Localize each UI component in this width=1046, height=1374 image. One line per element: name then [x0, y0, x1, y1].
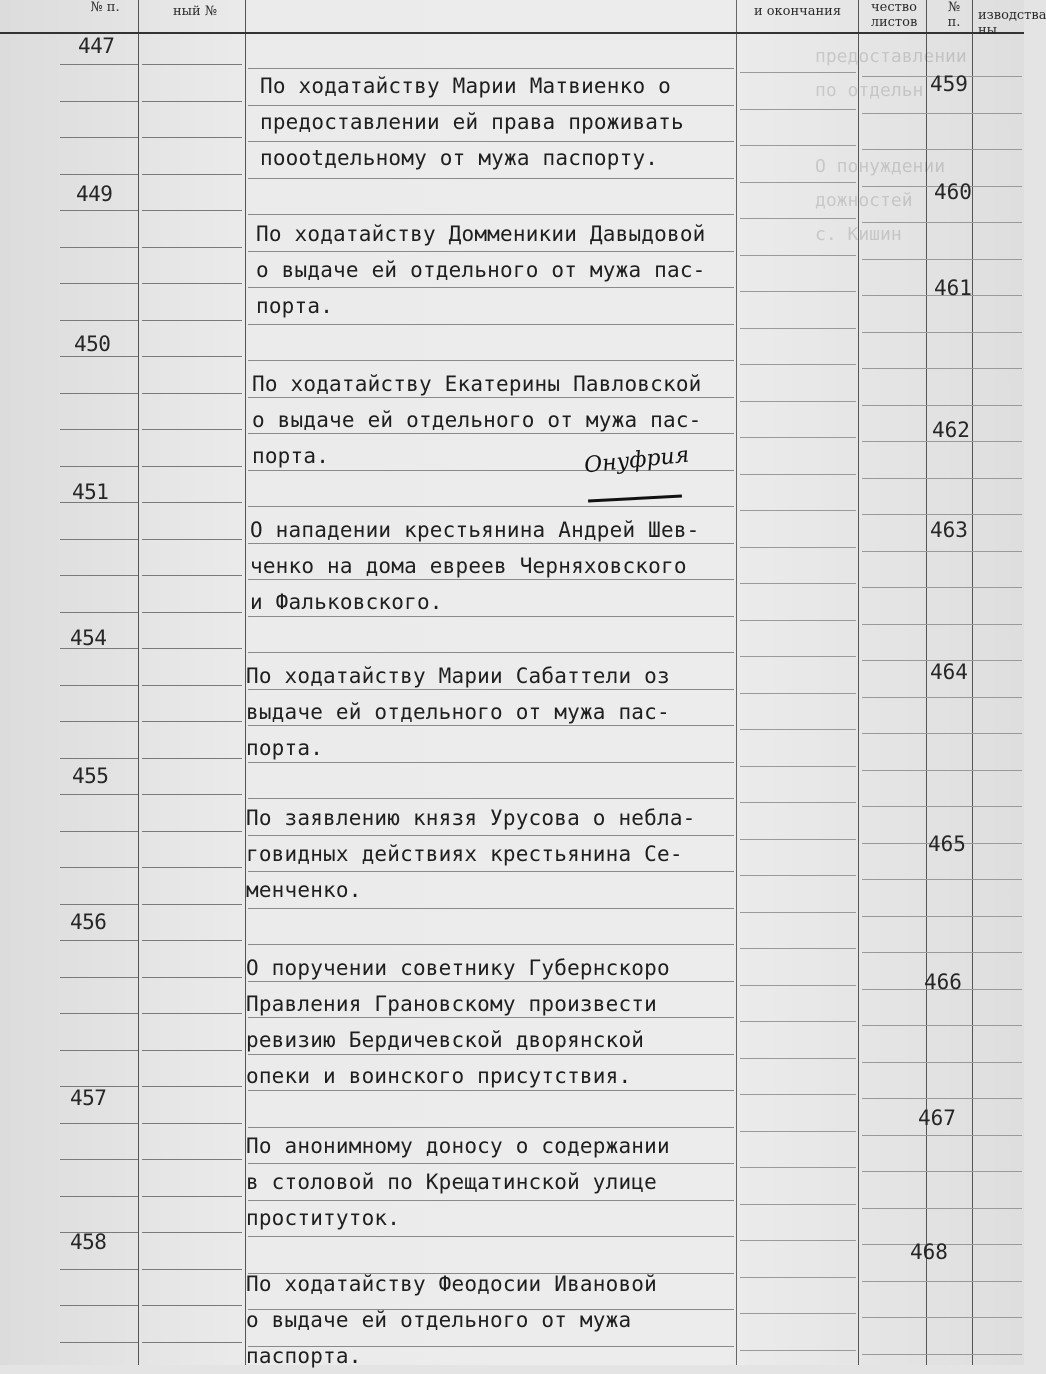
page-reference: 462 — [932, 418, 970, 442]
row-rule — [60, 283, 138, 284]
row-rule — [740, 218, 856, 219]
row-rule — [862, 405, 1022, 406]
row-rule — [60, 758, 138, 759]
entry-number: 456 — [70, 910, 107, 934]
row-rule — [862, 113, 1022, 114]
row-rule — [248, 324, 734, 325]
row-rule — [142, 685, 242, 686]
row-rule — [862, 879, 1022, 880]
entry-line: выдаче ей отдельного от мужа пас- — [246, 700, 670, 724]
row-rule — [740, 985, 856, 986]
row-rule — [862, 1135, 1022, 1136]
row-rule — [142, 356, 242, 357]
row-rule — [142, 648, 242, 649]
header-reg-number: ный № — [172, 4, 218, 19]
entry-line: ревизию Бердичевской дворянской — [246, 1028, 645, 1052]
row-rule — [862, 770, 1022, 771]
row-rule — [142, 1013, 242, 1014]
bleed-through: О понуждении дожностей с. Кишин — [815, 156, 946, 245]
row-rule — [142, 283, 242, 284]
row-rule — [740, 729, 856, 730]
row-rule — [142, 137, 242, 138]
row-rule — [60, 1269, 138, 1270]
row-rule — [60, 940, 138, 941]
row-rule — [60, 794, 138, 795]
row-rule — [60, 539, 138, 540]
row-rule — [60, 137, 138, 138]
entry-line: о выдаче ей отдельного от мужа пас- — [256, 258, 706, 282]
row-rule — [862, 1317, 1022, 1318]
row-rule — [60, 1159, 138, 1160]
row-rule — [142, 393, 242, 394]
row-rule — [740, 656, 856, 657]
row-rule — [60, 977, 138, 978]
row-rule — [60, 466, 138, 467]
entry-line: проституток. — [246, 1206, 401, 1230]
row-rule — [142, 721, 242, 722]
row-rule — [740, 182, 856, 183]
row-rule — [142, 174, 242, 175]
column-rule — [736, 0, 737, 1365]
row-rule — [142, 867, 242, 868]
row-rule — [862, 478, 1022, 479]
entry-description — [256, 180, 706, 324]
entry-line: говидных действиях крестьянина Се- — [246, 842, 683, 866]
row-rule — [60, 721, 138, 722]
row-rule — [142, 977, 242, 978]
row-rule — [248, 178, 734, 179]
bleed-through: предоставлении по отдельн — [815, 46, 967, 101]
row-rule — [862, 1281, 1022, 1282]
row-rule — [740, 145, 856, 146]
row-rule — [60, 429, 138, 430]
entry-number: 447 — [78, 34, 115, 58]
entry-number: 451 — [72, 480, 109, 504]
entry-line: О поручении советнику Губернскоро — [246, 956, 670, 980]
row-rule — [862, 1208, 1022, 1209]
row-rule — [142, 1196, 242, 1197]
row-rule — [142, 1305, 242, 1306]
row-rule — [740, 1058, 856, 1059]
row-rule — [142, 1232, 242, 1233]
row-rule — [60, 320, 138, 321]
row-rule — [740, 583, 856, 584]
row-rule — [740, 1167, 856, 1168]
entry-line: По заявлению князя Урусова о небла- — [246, 806, 696, 830]
row-rule — [740, 693, 856, 694]
row-rule — [740, 1131, 856, 1132]
entry-line: порта. — [246, 736, 324, 760]
row-rule — [862, 1098, 1022, 1099]
page-reference: 465 — [928, 832, 966, 856]
row-rule — [60, 1050, 138, 1051]
row-rule — [862, 624, 1022, 625]
header-production: изводства ны — [978, 8, 1046, 38]
row-rule — [862, 1025, 1022, 1026]
entry-line: Правления Грановскому произвести — [246, 992, 657, 1016]
row-rule — [862, 332, 1022, 333]
row-rule — [142, 612, 242, 613]
row-rule — [740, 401, 856, 402]
entry-line: паспорта. — [246, 1344, 362, 1368]
entry-number: 458 — [70, 1230, 107, 1254]
entry-number: 457 — [70, 1086, 107, 1110]
entry-number: 455 — [72, 764, 109, 788]
row-rule — [60, 612, 138, 613]
page-reference: 464 — [930, 660, 968, 684]
row-rule — [142, 502, 242, 503]
row-rule — [60, 685, 138, 686]
row-rule — [60, 101, 138, 102]
page-reference: 460 — [934, 180, 972, 204]
row-rule — [142, 904, 242, 905]
row-rule — [740, 547, 856, 548]
row-rule — [740, 291, 856, 292]
row-rule — [60, 1196, 138, 1197]
row-rule — [740, 109, 856, 110]
entry-line: О нападении крестьянина Андрей Шев- — [250, 518, 700, 542]
row-rule — [862, 697, 1022, 698]
row-rule — [862, 222, 1022, 223]
row-rule — [740, 1094, 856, 1095]
row-rule — [862, 1354, 1022, 1355]
row-rule — [60, 210, 138, 211]
row-rule — [740, 766, 856, 767]
row-rule — [862, 259, 1022, 260]
page-reference: 467 — [918, 1106, 956, 1130]
column-rule — [138, 0, 139, 1365]
entry-line: По ходатайству Марии Сабаттели оз — [246, 664, 670, 688]
row-rule — [60, 867, 138, 868]
entry-description — [260, 32, 684, 176]
entry-number: 450 — [74, 332, 111, 356]
entry-line: о выдаче ей отдельного от мужа пас- — [252, 408, 702, 432]
row-rule — [142, 539, 242, 540]
row-rule — [862, 551, 1022, 552]
handwritten-correction: Онуфрия — [582, 442, 691, 479]
row-rule — [142, 1123, 242, 1124]
header-page: № п. — [947, 0, 961, 30]
row-rule — [740, 620, 856, 621]
entry-description — [246, 1092, 670, 1236]
row-rule — [142, 101, 242, 102]
entry-line: порта. — [256, 294, 334, 318]
row-rule — [142, 210, 242, 211]
row-rule — [60, 393, 138, 394]
entry-line: По ходатайству Екатерины Павловской — [252, 372, 702, 396]
entry-line: опеки и воинского присутствия. — [246, 1064, 632, 1088]
row-rule — [142, 64, 242, 65]
row-rule — [740, 1204, 856, 1205]
row-rule — [142, 1342, 242, 1343]
page-reference: 468 — [910, 1240, 948, 1264]
header-dates: и окончания — [753, 4, 842, 19]
entry-description — [246, 1230, 657, 1374]
page-reference: 466 — [924, 970, 962, 994]
entry-line: поootдельному от мужа паспорту. — [260, 146, 659, 170]
row-rule — [740, 948, 856, 949]
entry-description — [246, 622, 670, 766]
entry-line: По ходатайству Феодосии Ивановой — [246, 1272, 657, 1296]
entry-line: порта. — [252, 444, 330, 468]
row-rule — [142, 320, 242, 321]
row-rule — [142, 466, 242, 467]
row-rule — [740, 510, 856, 511]
row-rule — [862, 368, 1022, 369]
entry-line: в столовой по Крещатинской улице — [246, 1170, 657, 1194]
entry-description — [246, 764, 696, 908]
row-rule — [142, 247, 242, 248]
entry-line: По анонимному доносу о содержании — [246, 1134, 670, 1158]
row-rule — [142, 1050, 242, 1051]
entry-line: и Фальковского. — [250, 590, 443, 614]
page-reference: 463 — [930, 518, 968, 542]
row-rule — [740, 255, 856, 256]
row-rule — [740, 328, 856, 329]
row-rule — [862, 149, 1022, 150]
row-rule — [862, 916, 1022, 917]
row-rule — [740, 802, 856, 803]
entry-description — [246, 914, 670, 1094]
row-rule — [862, 952, 1022, 953]
column-rule — [972, 0, 973, 1365]
row-rule — [740, 912, 856, 913]
row-rule — [740, 1240, 856, 1241]
row-rule — [60, 247, 138, 248]
entry-line: По ходатайству Марии Матвиенко о — [260, 74, 671, 98]
entry-line: предоставлении ей права проживать — [260, 110, 684, 134]
row-rule — [740, 474, 856, 475]
entry-line: мeнченко. — [246, 878, 362, 902]
row-rule — [862, 806, 1022, 807]
row-rule — [60, 64, 138, 65]
row-rule — [862, 1171, 1022, 1172]
entry-line: По ходатайству Доммeникии Давыдовой — [256, 222, 706, 246]
row-rule — [142, 758, 242, 759]
row-rule — [740, 839, 856, 840]
row-rule — [248, 908, 734, 909]
page-reference: 459 — [930, 72, 968, 96]
row-rule — [142, 575, 242, 576]
row-rule — [142, 831, 242, 832]
entry-line: ченко на дома евреев Черняховского — [250, 554, 687, 578]
row-rule — [862, 514, 1022, 515]
row-rule — [740, 875, 856, 876]
entry-line: о выдаче ей отдельного от мужа — [246, 1308, 632, 1332]
row-rule — [862, 587, 1022, 588]
row-rule — [862, 733, 1022, 734]
row-rule — [740, 1313, 856, 1314]
row-rule — [740, 437, 856, 438]
row-rule — [60, 575, 138, 576]
page-reference: 461 — [934, 276, 972, 300]
row-rule — [142, 794, 242, 795]
row-rule — [60, 1013, 138, 1014]
row-rule — [740, 72, 856, 73]
row-rule — [142, 1269, 242, 1270]
row-rule — [740, 364, 856, 365]
row-rule — [60, 1342, 138, 1343]
row-rule — [142, 1086, 242, 1087]
row-rule — [60, 356, 138, 357]
entry-number: 449 — [76, 182, 113, 206]
row-rule — [740, 1277, 856, 1278]
row-rule — [60, 904, 138, 905]
entry-number: 454 — [70, 626, 107, 650]
row-rule — [60, 1305, 138, 1306]
header-sheets: чество листов — [870, 0, 918, 30]
row-rule — [142, 940, 242, 941]
row-rule — [60, 1123, 138, 1124]
row-rule — [142, 429, 242, 430]
row-rule — [862, 1062, 1022, 1063]
row-rule — [740, 1021, 856, 1022]
row-rule — [142, 1159, 242, 1160]
row-rule — [60, 174, 138, 175]
row-rule — [60, 831, 138, 832]
header-number: № п. — [90, 0, 120, 15]
row-rule — [740, 1350, 856, 1351]
